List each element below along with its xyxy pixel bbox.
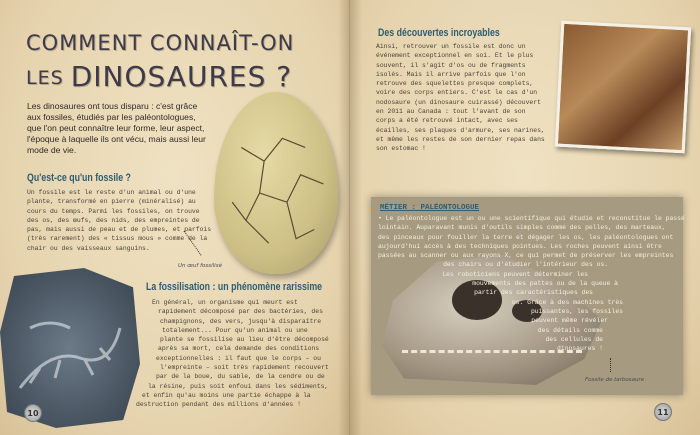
text-line: peuvent même révéler [531, 317, 608, 325]
text-line: champignons, des vers, jusqu'à disparaître [160, 317, 322, 325]
text-line: lointain. Auparavant munis d'outils simples comme des pelles, des marteaux, [378, 224, 666, 232]
book-spine [338, 0, 362, 435]
text-line: destruction pendant des millions d'années ! [136, 401, 301, 409]
title-dinosaures: DINOSAURES ? [70, 60, 293, 93]
text-line: l'empreinte – soit très rapidement recouvert [160, 364, 329, 372]
text-line: des pinceaux pour fouiller la terre et dégager les os, les paléontologues ont [378, 233, 674, 241]
text-line: voire des corps entiers. C'est le cas d'un [376, 89, 538, 97]
text-line: des détails comme [537, 326, 603, 334]
egg-caption: Un œuf fossilisé [178, 263, 222, 269]
text-line: et enfin qu'au moins une partie échappe à la [142, 391, 311, 399]
text-line: son estomac ! [376, 145, 426, 153]
excavation-photo [555, 21, 691, 154]
text-line: isolés. Mais il arrive parfois que l'on [376, 70, 526, 78]
text-line: souvent, il s'agit d'os ou de fragments [376, 61, 526, 69]
text-line: pas, mais aussi de peau et de plumes, et parfois [27, 226, 212, 234]
text-line: la résine, puis soit enfoui dans les sédiments, [148, 382, 329, 390]
section-heading-fossile: Qu'est-ce qu'un fossile ? [27, 172, 131, 184]
section-fossilisation-text [136, 298, 329, 410]
text-line: plante, transformé en pierre (minéralisé) au [27, 198, 196, 206]
text-line: par de la boue, du sable, de la cendre ou de [156, 373, 325, 381]
text-line: passées au scanner ou aux rayons X, ce qui permet de préserver les empreintes [378, 252, 674, 260]
text-line: aujourd'hui accès à des techniques pointues. Les roches peuvent ainsi être [378, 242, 662, 250]
text-line: nodosaure (un dinosaure cuirassé) découvert [376, 98, 541, 106]
section-heading-fossilisation: La fossilisation : un phénomène rarissime [146, 281, 323, 293]
section-decouvertes-text [376, 42, 545, 154]
text-line: mouvements des pattes ou de la queue à [472, 280, 618, 288]
text-line: corps a été retrouvé intact, avec ses [376, 117, 518, 125]
text-line: puissantes, les fossiles [530, 307, 623, 315]
text-line: des os, des œufs, des nids, des empreintes de [27, 216, 200, 224]
text-line: chair ou des vaisseaux sanguins. [27, 244, 150, 252]
text-line: • Le paléontologue est un ou une scientifique qui étudie et reconstitue le passé [378, 215, 685, 222]
section-fossile-text [27, 188, 211, 253]
section-heading-decouvertes: Des découvertes incroyables [378, 27, 500, 39]
text-line: En général, un organisme qui meurt est [152, 299, 298, 306]
page-title-line2 [26, 58, 292, 91]
fossil-slab-image [0, 268, 140, 428]
text-line: retrouve des squelettes presque complets, [376, 80, 534, 88]
text-line: exceptionnelles : il faut que le corps – ou [156, 354, 321, 362]
metier-box-text [378, 214, 685, 353]
text-line: Un fossile est le reste d'un animal ou d'une [27, 189, 196, 196]
text-line: os. Grâce à des machines très [511, 298, 623, 306]
page-title-line1: COMMENT CONNAÎT-ON [26, 31, 295, 55]
text-line: (très rarement) des « tissus mous » comme de la [27, 235, 208, 243]
intro-paragraph: Les dinosaures ont tous disparu : c'est grâce aux fossiles, étudiés par les paléontologues, que l'on peut connaître leur forme, leur aspect, l'époque à laquelle ils ont vécu, mais aussi leur mode de vie. [27, 101, 206, 155]
page-number-left: 10 [24, 404, 42, 422]
page-number-right: 11 [654, 403, 672, 421]
text-line: rapidement décomposé par des bactéries, des [158, 308, 323, 316]
text-line: Ainsi, retrouver un fossile est donc un [376, 43, 526, 50]
text-line: dinosaures ! [556, 345, 603, 353]
text-line: totalement... Pour qu'un animal ou une [162, 326, 308, 334]
fossil-egg-image [214, 92, 338, 274]
text-line: plante se fossilise au lieu d'être décomposé [160, 336, 329, 344]
text-line: partir des caractéristiques des [474, 289, 593, 297]
text-line: cours du temps. Parmi les fossiles, on trouve [27, 207, 200, 215]
text-line: des cellules de [545, 335, 603, 343]
title-les: LES [26, 67, 64, 89]
text-line: et même les restes de son dernier repas dans [376, 135, 545, 143]
metier-box-title: MÉTIER : PALÉONTOLOGUE [380, 204, 480, 212]
text-line: en 2011 au Canada : tout l'avant de son [376, 108, 526, 116]
text-line: après sa mort, cela demande des conditions [158, 345, 320, 353]
text-line: événement exceptionnel en soi. Et le plus [376, 52, 534, 60]
text-line: écailles, ses plaques d'armure, ses narines, [376, 126, 545, 134]
text-line: des chairs ou d'étudier l'intérieur des os. [443, 261, 608, 269]
skull-caption-pointer [610, 358, 611, 372]
skull-caption: Fossile de tarbosaure [585, 377, 645, 383]
text-line: Les roboticiens peuvent déterminer les [442, 270, 588, 278]
